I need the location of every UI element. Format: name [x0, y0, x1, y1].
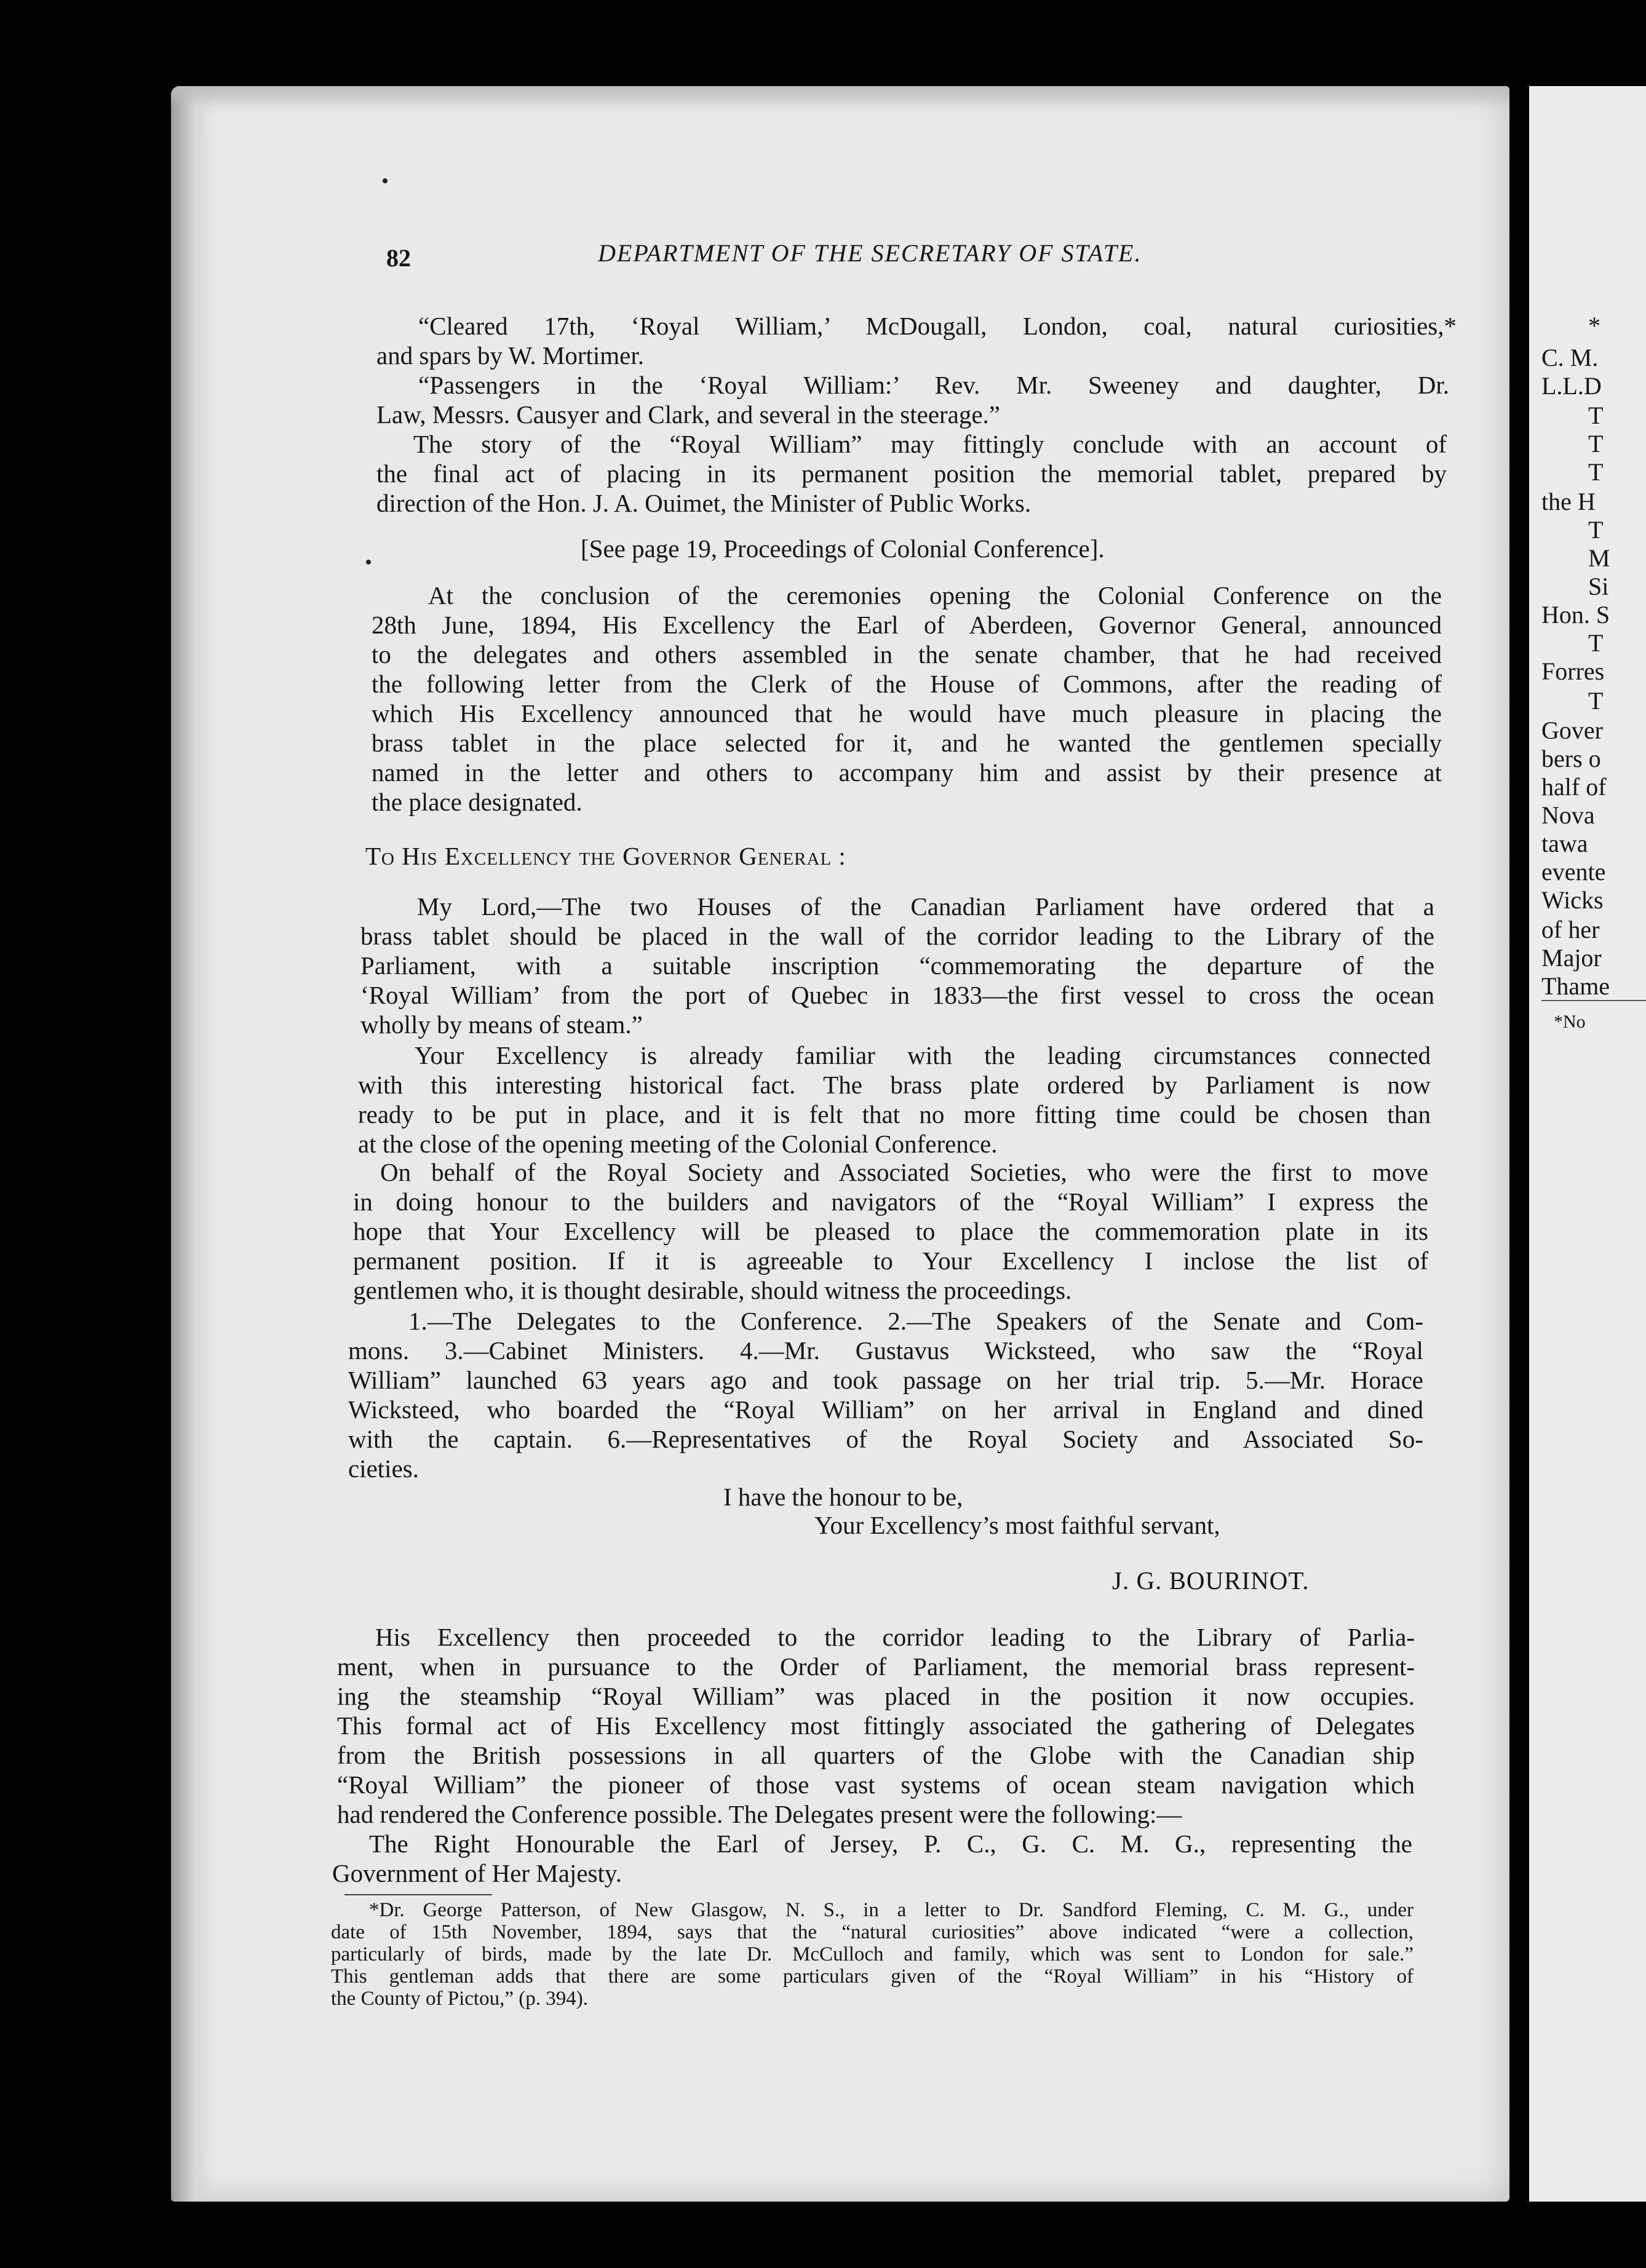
text-line: at the close of the opening meeting of the Colonial Conference.: [358, 1130, 998, 1158]
facing-text: of her: [1541, 916, 1600, 943]
paragraph-story: [376, 429, 1447, 518]
letter-paragraph-1: [360, 892, 1434, 1039]
paragraph-proceeded: [337, 1622, 1415, 1829]
text-line: brass tablet in the place selected for it, and he wanted the gentlemen specially: [372, 729, 1442, 757]
facing-text: T: [1588, 430, 1604, 458]
facing-text: *No: [1554, 1012, 1586, 1032]
facing-text: M: [1588, 544, 1610, 572]
text-line: which His Excellency announced that he would have much pleasure in placing the: [372, 699, 1442, 728]
text-line: hope that Your Excellency will be pleased to place the commemoration plate in its: [353, 1217, 1428, 1245]
signature: J. G. BOURINOT.: [1112, 1566, 1310, 1595]
text-line: had rendered the Conference possible. The Delegates present were the following:—: [337, 1800, 1182, 1828]
facing-text: T: [1588, 629, 1604, 657]
speck: [366, 560, 371, 565]
facing-text: Wicks: [1541, 886, 1604, 914]
see-page-note: [See page 19, Proceedings of Colonial Conference].: [581, 534, 1105, 563]
paragraph-delegate-jersey: [332, 1829, 1412, 1888]
facing-text: T: [1588, 687, 1604, 715]
page-gutter-shadow: [171, 86, 214, 2202]
text-line: “Passengers in the ‘Royal William:’ Rev. Mr. Sweeney and daughter, Dr.: [418, 371, 1449, 399]
facing-text: Gover: [1541, 716, 1603, 744]
text-line: mons. 3.—Cabinet Ministers. 4.—Mr. Gustavus Wicksteed, who saw the “Royal: [348, 1336, 1423, 1365]
text-line: Your Excellency is already familiar with the leading circumstances connected: [415, 1041, 1431, 1069]
text-line: direction of the Hon. J. A. Ouimet, the Minister of Public Works.: [376, 489, 1032, 517]
text-line: At the conclusion of the ceremonies opening the Colonial Conference on the: [428, 581, 1442, 609]
facing-text: bers o: [1541, 745, 1601, 772]
facing-text: Major: [1541, 944, 1602, 972]
text-line: wholly by means of steam.”: [360, 1010, 643, 1039]
text-line: brass tablet should be placed in the wall of the corridor leading to the Library of the: [360, 922, 1434, 950]
paragraph-passengers: [376, 370, 1449, 429]
text-line: Wicksteed, who boarded the “Royal William” on her arrival in England and dined: [348, 1395, 1423, 1424]
text-line: cieties.: [348, 1454, 419, 1483]
closing-line-2: Your Excellency’s most faithful servant,: [814, 1511, 1220, 1539]
text-line: My Lord,—The two Houses of the Canadian Parliament have ordered that a: [417, 892, 1434, 921]
text-line: 1.—The Delegates to the Conference. 2.—The Speakers of the Senate and Com-: [408, 1307, 1423, 1335]
text-line: William” launched 63 years ago and took passage on her trial trip. 5.—Mr. Horace: [348, 1366, 1423, 1394]
text-line: ‘Royal William’ from the port of Quebec in 1833—the first vessel to cross the ocean: [360, 981, 1434, 1009]
letter-paragraph-4: [348, 1306, 1423, 1483]
text-line: Parliament, with a suitable inscription “commemorating the departure of the: [360, 951, 1434, 980]
facing-text: Thame: [1541, 972, 1610, 1000]
paragraph-cleared: [376, 311, 1457, 370]
text-line: On behalf of the Royal Society and Associated Societies, who were the first to move: [380, 1158, 1428, 1186]
text-line: to the delegates and others assembled in the senate chamber, that he had received: [372, 640, 1442, 668]
text-line: Government of Her Majesty.: [332, 1859, 622, 1887]
text-line: in doing honour to the builders and navigators of the “Royal William” I express the: [353, 1188, 1428, 1216]
facing-text: T: [1588, 402, 1604, 429]
text-line: with this interesting historical fact. The brass plate ordered by Parliament is now: [358, 1071, 1431, 1099]
text-line: 28th June, 1894, His Excellency the Earl of Aberdeen, Governor General, announced: [372, 611, 1442, 639]
letter-paragraph-2: [358, 1041, 1431, 1159]
facing-text: Si: [1588, 573, 1609, 600]
letter-paragraph-3: [353, 1157, 1428, 1305]
salutation: To His Excellency the Governor General :: [365, 842, 846, 870]
footnote-line: *Dr. George Patterson, of New Glasgow, N. S., in a letter to Dr. Sandford Fleming, C. M. G., under: [369, 1899, 1413, 1921]
speck: [383, 178, 388, 183]
text-line: the place designated.: [372, 788, 582, 816]
text-line: the final act of placing in its permanent position the memorial tablet, prepared by: [376, 459, 1447, 488]
facing-text: tawa: [1541, 830, 1588, 857]
text-line: from the British possessions in all quarters of the Globe with the Canadian ship: [337, 1741, 1415, 1769]
page-top-shadow: [171, 86, 1509, 108]
text-line: ment, when in pursuance to the Order of Parliament, the memorial brass represent-: [337, 1652, 1415, 1681]
footnote-rule: [344, 1894, 492, 1895]
paragraph-conclusion: [372, 581, 1442, 817]
text-line: The story of the “Royal William” may fittingly conclude with an account of: [413, 430, 1447, 458]
closing-line-1: I have the honour to be,: [723, 1483, 963, 1511]
facing-text: half of: [1541, 773, 1607, 801]
facing-footnote-rule: [1541, 1000, 1646, 1001]
text-line: the following letter from the Clerk of the House of Commons, after the reading of: [372, 670, 1442, 698]
text-line: Law, Messrs. Causyer and Clark, and several in the steerage.”: [376, 400, 1001, 429]
text-line: ing the steamship “Royal William” was placed in the position it now occupies.: [337, 1682, 1415, 1710]
text-line: gentlemen who, it is thought desirable, should witness the proceedings.: [353, 1276, 1072, 1304]
text-line: ready to be put in place, and it is felt that no more fitting time could be chosen than: [358, 1100, 1431, 1128]
facing-text: the H: [1541, 488, 1596, 515]
facing-text: Nova: [1541, 801, 1595, 829]
text-line: “Royal William” the pioneer of those vast systems of ocean steam navigation which: [337, 1770, 1415, 1799]
text-line: His Excellency then proceeded to the corridor leading to the Library of Parlia-: [375, 1623, 1415, 1651]
text-line: named in the letter and others to accompany him and assist by their presence at: [372, 758, 1442, 787]
facing-text: Hon. S: [1541, 601, 1610, 628]
text-line: “Cleared 17th, ‘Royal William,’ McDougall, London, coal, natural curiosities,*: [418, 312, 1457, 340]
facing-text: T: [1588, 458, 1604, 486]
facing-text: L.L.D: [1541, 372, 1602, 400]
facing-text: Forres: [1541, 657, 1605, 685]
text-line: permanent position. If it is agreeable to Your Excellency I inclose the list of: [353, 1247, 1428, 1275]
facing-text: *: [1588, 312, 1600, 339]
text-line: with the captain. 6.—Representatives of the Royal Society and Associated So-: [348, 1425, 1423, 1453]
facing-text: evente: [1541, 858, 1606, 886]
footnote-line: the County of Pictou,” (p. 394).: [331, 1988, 588, 2010]
footnote-line: This gentleman adds that there are some particulars given of the “Royal William” in his “History of: [331, 1965, 1413, 1988]
footnote: [331, 1899, 1413, 2010]
footnote-line: particularly of birds, made by the late Dr. McCulloch and family, which was sent to London for sale.”: [331, 1943, 1413, 1965]
text-line: and spars by W. Mortimer.: [376, 341, 645, 370]
text-line: The Right Honourable the Earl of Jersey, P. C., G. C. M. G., representing the: [369, 1830, 1412, 1858]
facing-text: C. M.: [1541, 344, 1599, 371]
text-line: This formal act of His Excellency most fittingly associated the gathering of Delegates: [337, 1711, 1415, 1740]
footnote-line: date of 15th November, 1894, says that the “natural curiosities” above indicated “were a collection,: [331, 1921, 1413, 1943]
facing-text: T: [1588, 516, 1604, 544]
page-number: 82: [386, 244, 411, 272]
facing-page-edge: [1529, 86, 1646, 2202]
running-title: DEPARTMENT OF THE SECRETARY OF STATE.: [598, 239, 1142, 267]
